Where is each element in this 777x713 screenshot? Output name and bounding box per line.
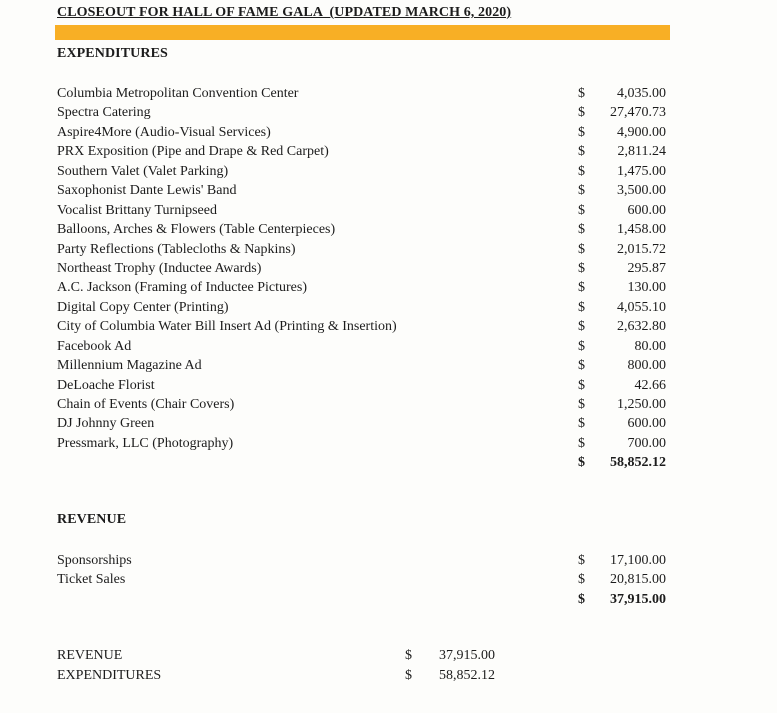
expense-row [57, 376, 737, 395]
expense-amount: 27,470.73 [610, 105, 666, 121]
expense-amount: 3,500.00 [617, 183, 666, 199]
expense-amount: 2,811.24 [617, 144, 666, 160]
summary-amount: 37,915.00 [439, 648, 495, 664]
expense-row [57, 103, 737, 122]
expense-amount: 4,055.10 [617, 299, 666, 315]
revenue-label: Ticket Sales [57, 572, 126, 588]
expenditures-total-amount: 58,852.12 [610, 455, 666, 471]
expense-amount: 600.00 [627, 416, 666, 432]
currency-symbol: $ [578, 591, 585, 607]
expense-label: Columbia Metropolitan Convention Center [57, 86, 299, 101]
expense-label: Northeast Trophy (Inductee Awards) [57, 260, 262, 276]
currency-symbol: $ [578, 183, 585, 199]
expenditures-total-row [57, 453, 737, 472]
currency-symbol: $ [578, 241, 585, 257]
summary-row [57, 646, 737, 665]
revenue-heading: REVENUE [57, 511, 127, 527]
currency-symbol: $ [578, 124, 585, 140]
currency-symbol: $ [578, 144, 585, 160]
expense-amount: 130.00 [627, 280, 666, 296]
expense-label: Facebook Ad [57, 338, 132, 354]
summary-amount: 58,852.12 [439, 667, 495, 683]
expense-label: Pressmark, LLC (Photography) [57, 435, 234, 451]
expense-row [57, 259, 737, 278]
currency-symbol: $ [578, 86, 585, 101]
summary-label: REVENUE [57, 648, 123, 664]
expense-label: PRX Exposition (Pipe and Drape & Red Carpet) [57, 144, 329, 160]
currency-symbol: $ [405, 648, 412, 664]
expense-amount: 42.66 [634, 377, 666, 393]
expense-row [57, 84, 737, 103]
expense-amount: 2,632.80 [617, 319, 666, 335]
revenue-total-amount: 37,915.00 [610, 591, 666, 607]
currency-symbol: $ [578, 358, 585, 374]
expense-label: Southern Valet (Valet Parking) [57, 163, 229, 179]
currency-symbol: $ [578, 299, 585, 315]
summary-table [57, 646, 737, 685]
expense-label: Digital Copy Center (Printing) [57, 299, 229, 315]
expense-label: A.C. Jackson (Framing of Inductee Pictures) [57, 280, 307, 296]
expense-amount: 800.00 [627, 358, 666, 374]
currency-symbol: $ [578, 280, 585, 296]
expense-label: City of Columbia Water Bill Insert Ad (Printing & Insertion) [57, 319, 397, 335]
expense-row [57, 142, 737, 161]
currency-symbol: $ [578, 572, 585, 588]
expense-row [57, 414, 737, 433]
currency-symbol: $ [578, 416, 585, 432]
expense-label: Millennium Magazine Ad [57, 358, 202, 374]
expense-amount: 4,035.00 [617, 86, 666, 101]
expense-row [57, 240, 737, 259]
revenue-row [57, 570, 737, 589]
expense-label: Aspire4More (Audio-Visual Services) [57, 124, 271, 140]
currency-symbol: $ [578, 202, 585, 218]
expenditures-table [57, 84, 737, 473]
expense-label: Party Reflections (Tablecloths & Napkins) [57, 241, 296, 257]
expense-row [57, 201, 737, 220]
currency-symbol: $ [578, 260, 585, 276]
revenue-total-row [57, 590, 737, 609]
revenue-row [57, 551, 737, 570]
expense-row [57, 434, 737, 453]
expense-amount: 4,900.00 [617, 124, 666, 140]
expense-amount: 600.00 [627, 202, 666, 218]
expense-row [57, 356, 737, 375]
expense-label: Saxophonist Dante Lewis' Band [57, 183, 237, 199]
revenue-label: Sponsorships [57, 552, 132, 568]
expense-label: DJ Johnny Green [57, 416, 155, 432]
expenditures-heading: EXPENDITURES [57, 46, 168, 61]
expense-row [57, 220, 737, 239]
expense-label: DeLoache Florist [57, 377, 155, 393]
currency-symbol: $ [578, 338, 585, 354]
currency-symbol: $ [578, 455, 585, 471]
document-title: CLOSEOUT FOR HALL OF FAME GALA (UPDATED MARCH 6, 2020) [57, 5, 512, 20]
expense-amount: 2,015.72 [617, 241, 666, 257]
expense-amount: 1,458.00 [617, 222, 666, 238]
summary-row [57, 666, 737, 685]
spacer [57, 453, 578, 472]
revenue-amount: 20,815.00 [610, 572, 666, 588]
expense-amount: 700.00 [627, 435, 666, 451]
expense-row [57, 337, 737, 356]
summary-label: EXPENDITURES [57, 667, 162, 683]
currency-symbol: $ [578, 377, 585, 393]
currency-symbol: $ [578, 163, 585, 179]
expense-row [57, 162, 737, 181]
currency-symbol: $ [578, 222, 585, 238]
expense-row [57, 123, 737, 142]
currency-symbol: $ [578, 435, 585, 451]
expense-label: Balloons, Arches & Flowers (Table Centerpieces) [57, 222, 336, 238]
document-content [57, 4, 737, 685]
expense-amount: 1,250.00 [617, 397, 666, 412]
expense-row [57, 298, 737, 317]
expense-row [57, 317, 737, 336]
expense-amount: 1,475.00 [617, 163, 666, 179]
expense-label: Spectra Catering [57, 105, 151, 121]
currency-symbol: $ [405, 667, 412, 683]
expense-amount: 80.00 [634, 338, 666, 354]
expense-row [57, 278, 737, 297]
expense-row [57, 181, 737, 200]
expense-label: Vocalist Brittany Turnipseed [57, 202, 217, 218]
expense-label: Chain of Events (Chair Covers) [57, 397, 235, 412]
currency-symbol: $ [578, 397, 585, 412]
expense-amount: 295.87 [627, 260, 666, 276]
currency-symbol: $ [578, 105, 585, 121]
revenue-table [57, 551, 737, 609]
currency-symbol: $ [578, 319, 585, 335]
revenue-amount: 17,100.00 [610, 552, 666, 568]
currency-symbol: $ [578, 552, 585, 568]
spacer [57, 590, 578, 609]
expense-row [57, 395, 737, 414]
